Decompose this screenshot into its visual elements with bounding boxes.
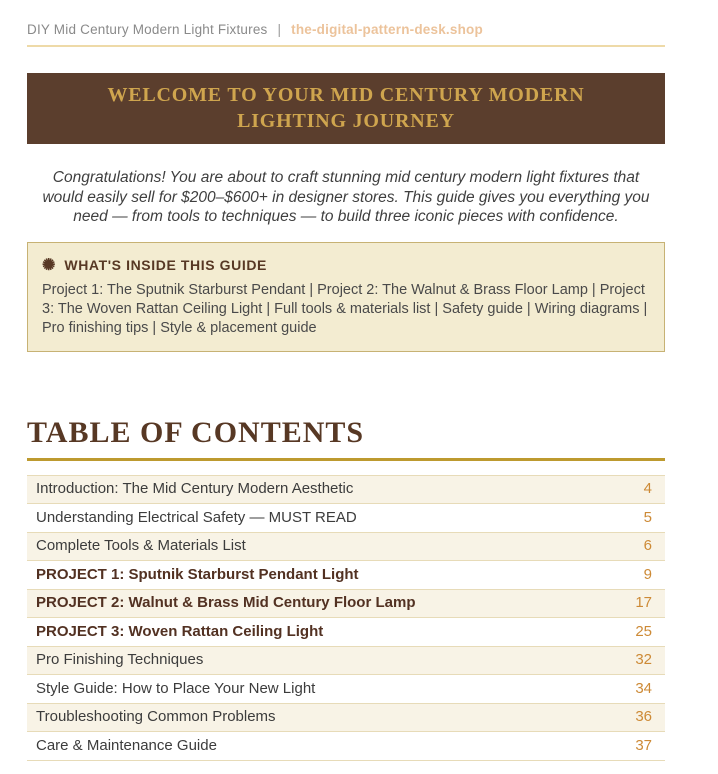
toc-entry-label: PROJECT 2: Walnut & Brass Mid Century Floor Lamp	[36, 594, 416, 612]
document-title: DIY Mid Century Modern Light Fixtures	[27, 22, 268, 37]
toc-entry-page: 36	[635, 708, 652, 726]
intro-paragraph: Congratulations! You are about to craft stunning mid century modern light fixtures that would easily sell for $200–$600+ in designer stores. This guide gives you everything you need — from tools to techniques — to build three iconic pieces with confidence.	[42, 169, 650, 226]
whats-inside-box	[27, 242, 665, 352]
toc-row	[27, 504, 665, 533]
toc-entry-page: 4	[643, 480, 652, 498]
toc-row-project-3	[27, 618, 665, 647]
toc-entry-label: Pro Finishing Techniques	[36, 651, 204, 669]
toc-entry-page: 6	[643, 537, 652, 555]
content-column	[27, 0, 665, 761]
header-separator: |	[277, 22, 282, 37]
toc-table	[27, 475, 665, 761]
document-header	[27, 0, 665, 47]
toc-entry-label: Understanding Electrical Safety — MUST READ	[36, 508, 357, 526]
toc-entry-page: 9	[643, 565, 652, 583]
toc-row	[27, 732, 665, 761]
toc-entry-page: 25	[635, 622, 652, 640]
toc-row-project-1	[27, 561, 665, 590]
toc-entry-page: 37	[635, 736, 652, 754]
toc-row	[27, 533, 665, 562]
toc-entry-label: Care & Maintenance Guide	[36, 736, 217, 754]
toc-entry-page: 17	[635, 594, 652, 612]
toc-entry-label: Troubleshooting Common Problems	[36, 708, 276, 726]
toc-entry-label: PROJECT 3: Woven Rattan Ceiling Light	[36, 622, 324, 640]
toc-row	[27, 704, 665, 733]
toc-entry-label: Style Guide: How to Place Your New Light	[36, 679, 316, 697]
toc-row-project-2	[27, 590, 665, 619]
starburst-icon: ✺	[42, 257, 56, 275]
toc-row	[27, 675, 665, 704]
welcome-banner-title: WELCOME TO YOUR MID CENTURY MODERN LIGHTING JOURNEY	[107, 84, 585, 132]
toc-entry-page: 34	[635, 679, 652, 697]
welcome-banner	[27, 73, 665, 144]
toc-entry-page: 32	[635, 651, 652, 669]
whats-inside-heading	[42, 255, 650, 275]
toc-heading: TABLE OF CONTENTS	[27, 416, 665, 461]
toc-row	[27, 647, 665, 676]
toc-entry-label: Introduction: The Mid Century Modern Aesthetic	[36, 480, 354, 498]
toc-row	[27, 476, 665, 505]
toc-entry-page: 5	[643, 508, 652, 526]
whats-inside-title: WHAT'S INSIDE THIS GUIDE	[64, 257, 267, 274]
site-link[interactable]: the-digital-pattern-desk.shop	[291, 22, 483, 37]
toc-entry-label: PROJECT 1: Sputnik Starburst Pendant Light	[36, 565, 359, 583]
whats-inside-list: Project 1: The Sputnik Starburst Pendant | Project 2: The Walnut & Brass Floor Lamp | Project 3: The Woven Rattan Ceiling Light | Full tools & materials list | Safety guide | Wiring diagrams | Pro finishing tips | Style & placement guide	[42, 282, 648, 336]
toc-entry-label: Complete Tools & Materials List	[36, 537, 246, 555]
